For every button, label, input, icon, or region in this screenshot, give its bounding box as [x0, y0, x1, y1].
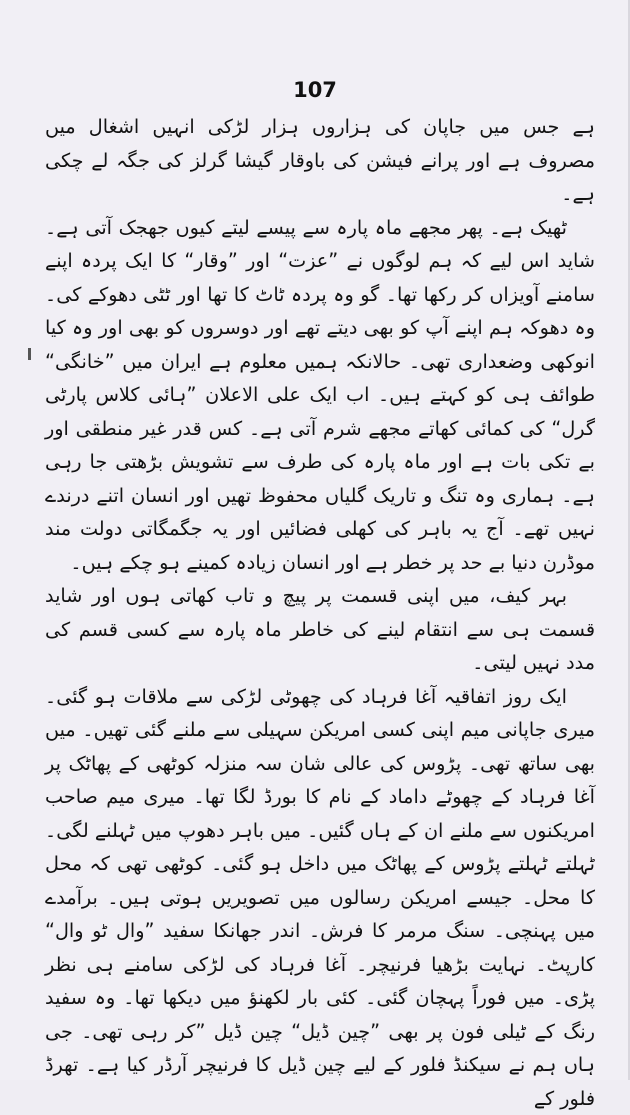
paragraph-2: ٹھیک ہے۔ پھر مجھے ماہ پارہ سے پیسے لیتے کیوں جھجک آتی ہے۔ شاید اس لیے کہ ہم لوگوں نے ”عزت“ اور ”وقار“ کا ایک پردہ اپنے سامنے آویزاں کر رکھا تھا۔ گو وہ پردہ ٹاٹ کا تھا اور ٹٹی دھوکے کی۔ وہ دھوکہ ہم اپنے آپ کو بھی دیتے تھے اور دوسروں کو بھی اور وہ کیا انوکھی وضعداری تھی۔ حالانکہ ہمیں معلوم ہے ایران میں ”خانگی“ طوائف ہی کو کہتے ہیں۔ اب ایک علی الاعلان ”ہائی کلاس پارٹی گرل“ کی کمائی کھاتے مجھے شرم آتی ہے۔ کس قدر غیر منطقی اور بے تکی بات ہے اور ماہ پارہ کی طرف سے تشویش بڑھتی جا رہی ہے۔ ہماری وہ تنگ و تاریک گلیاں محفوظ تھیں اور انسان اتنے درندے نہیں تھے۔ آج یہ باہر کی کھلی فضائیں اور یہ جگمگاتی دولت مند موڈرن دنیا بے حد پر خطر ہے اور انسان زیادہ کمینے ہو چکے ہیں۔	[45, 211, 595, 580]
margin-mark	[28, 348, 31, 360]
paragraph-3: بہر کیف، میں اپنی قسمت پر پیچ و تاب کھاتی ہوں اور شاید قسمت ہی سے انتقام لینے کی خاطر ماہ پارہ سے کسی قسم کی مدد نہیں لیتی۔	[45, 579, 595, 680]
page-number: 107	[0, 78, 630, 102]
body-text	[45, 110, 595, 1115]
paragraph-1: ہے جس میں جاپان کی ہزاروں ہزار لڑکی انہیں اشغال میں مصروف ہے اور پرانے فیشن کی باوقار گیشا گرلز کی جگہ لے چکی ہے۔	[45, 110, 595, 211]
paragraph-4: ایک روز اتفاقیہ آغا فرہاد کی چھوٹی لڑکی سے ملاقات ہو گئی۔ میری جاپانی میم اپنی کسی امریکن سہیلی سے ملنے گئی تھیں۔ میں بھی ساتھ تھی۔ پڑوس کی عالی شان سہ منزلہ کوٹھی کے پھاٹک پر آغا فرہاد کے چھوٹے داماد کے نام کا بورڈ لگا تھا۔ میری میم صاحب امریکنوں سے ملنے ان کے ہاں گئیں۔ میں باہر دھوپ میں ٹہلنے لگی۔ ٹہلتے ٹہلتے پڑوس کے پھاٹک میں داخل ہو گئی۔ کوٹھی تھی کہ محل کا محل۔ جیسے امریکن رسالوں میں تصویریں ہوتی ہیں۔ برآمدے میں پہنچی۔ سنگ مرمر کا فرش۔ اندر جھانکا سفید ”وال ٹو وال“ کارپٹ۔ نہایت بڑھیا فرنیچر۔ آغا فرہاد کی لڑکی سامنے ہی نظر پڑی۔ میں فوراً پہچان گئی۔ کئی بار لکھنؤ میں دیکھا تھا۔ وہ سفید رنگ کے ٹیلی فون پر بھی ”چین ڈیل“ چین ڈیل ”کر رہی تھی۔ جی ہاں ہم نے سیکنڈ فلور کے لیے چین ڈیل کا فرنیچر آرڈر کیا ہے۔ تھرڈ فلور کے	[45, 680, 595, 1115]
